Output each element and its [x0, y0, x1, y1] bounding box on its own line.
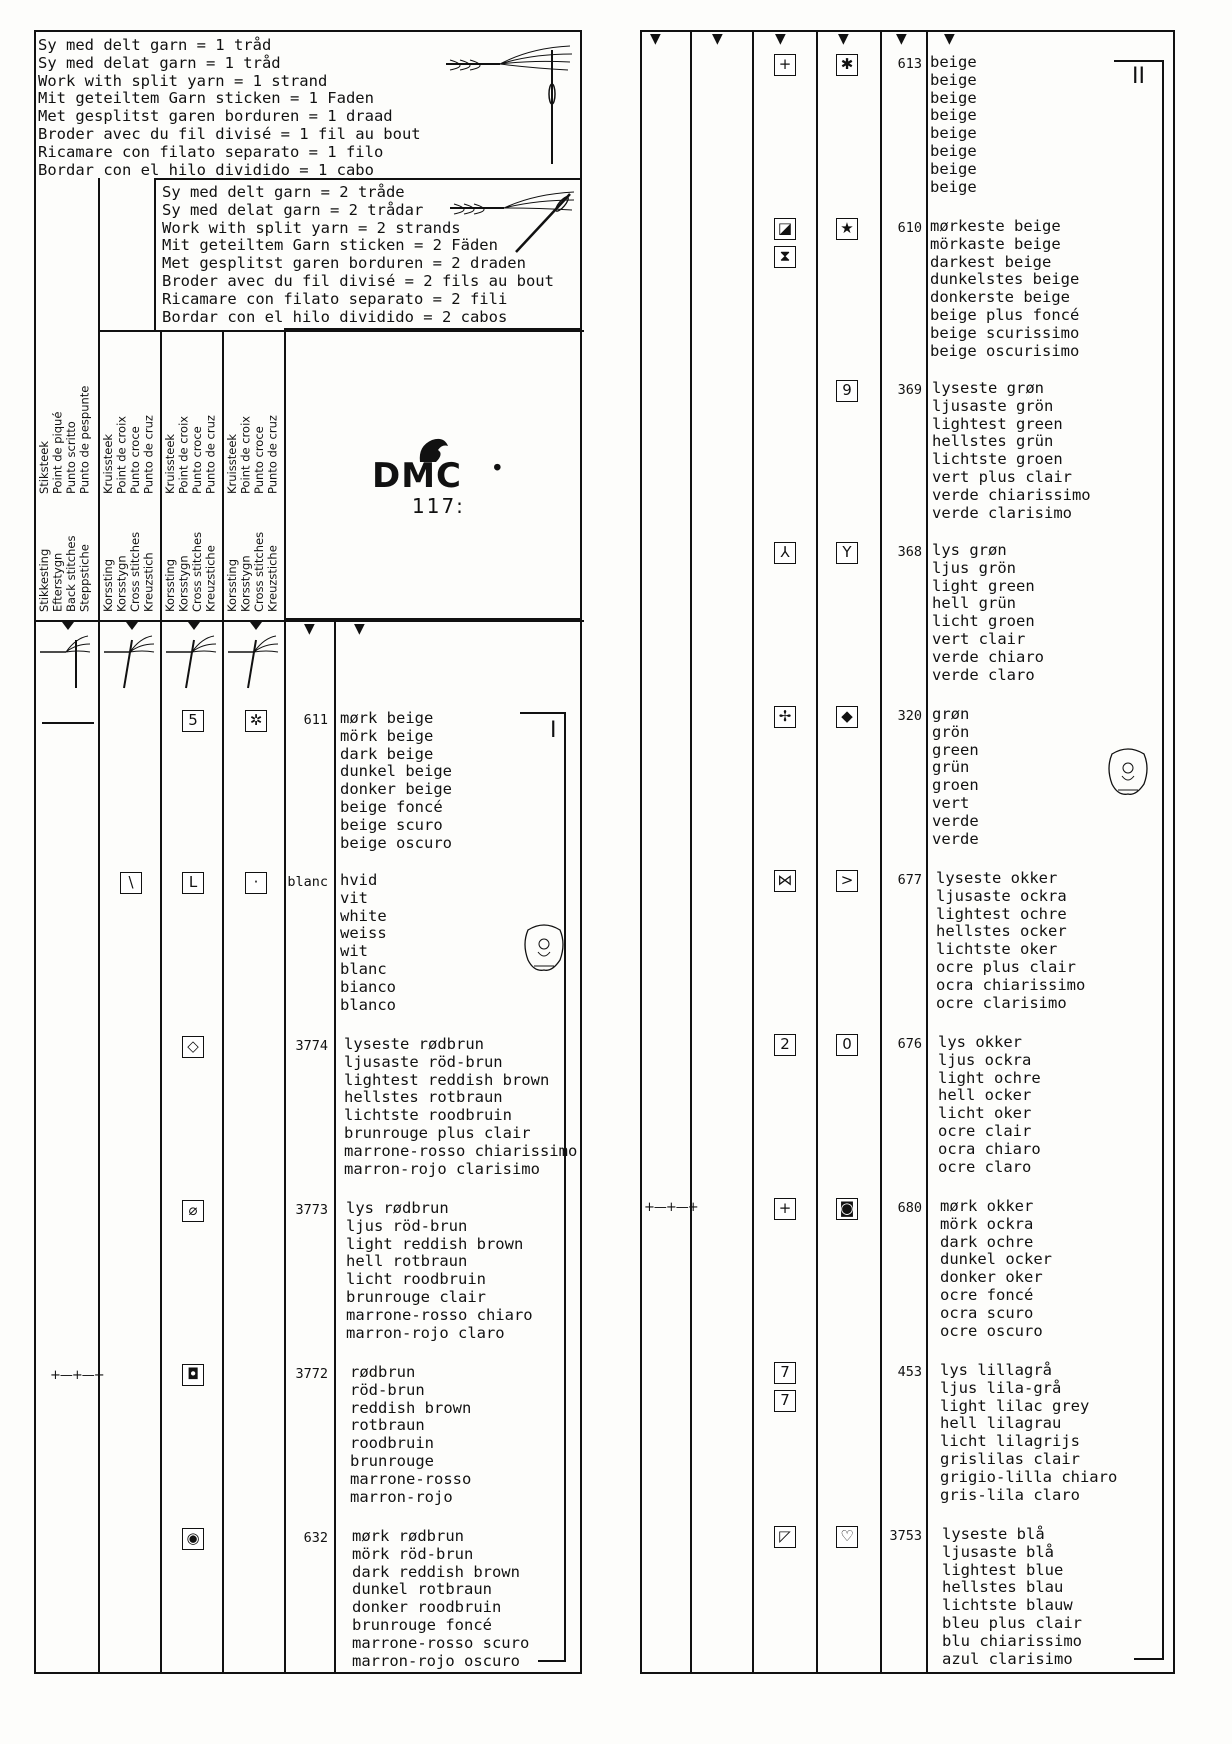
color-name: lys lillagrå — [940, 1361, 1052, 1379]
color-name: marrone-rosso chiarissimo — [344, 1141, 578, 1160]
color-name: lightest blue — [942, 1560, 1064, 1579]
color-name: light ochre — [938, 1068, 1041, 1087]
color-name: hell grün — [932, 594, 1016, 613]
color-name: beige — [930, 177, 977, 196]
color-name: ljusaste grön — [932, 396, 1054, 415]
color-name: ocra chiaro — [938, 1139, 1041, 1158]
arrow-down-icon: ▼ — [838, 31, 849, 47]
header-one-strand — [38, 37, 421, 179]
color-name: hell lilagrau — [940, 1414, 1062, 1433]
color-name: brunrouge clair — [346, 1287, 486, 1306]
header-line: Broder avec du fil divisé = 2 fils au bout — [162, 271, 554, 290]
color-name: green — [932, 740, 979, 759]
color-name: hell ocker — [938, 1086, 1032, 1105]
color-name: dark beige — [340, 744, 434, 763]
column-header-text: Point de croix — [238, 415, 253, 494]
color-name: dunkel ocker — [940, 1250, 1052, 1269]
column-header-lower — [102, 500, 156, 612]
color-names — [340, 872, 396, 1014]
color-name: licht roodbruin — [346, 1270, 486, 1289]
column-header-text: Punto de pespunte — [77, 385, 92, 494]
color-name: vert clair — [932, 629, 1026, 648]
color-name: lichtste oker — [936, 940, 1058, 959]
color-name: reddish brown — [350, 1398, 472, 1417]
mascot-illustration-icon — [1104, 744, 1152, 800]
color-name: rødbrun — [350, 1363, 416, 1381]
registered-mark: ● — [494, 460, 501, 473]
column-header-text: Punto scritto — [64, 421, 78, 494]
mascot-illustration-icon — [520, 920, 568, 976]
arrow-down-icon: ▼ — [304, 621, 315, 637]
color-name: donker roodbruin — [352, 1598, 502, 1617]
color-name: gris-lila claro — [940, 1485, 1080, 1504]
color-code: 3753 — [889, 1528, 922, 1544]
column-header-text: Punto croce — [252, 426, 266, 494]
color-name: beige — [930, 70, 977, 89]
color-code: 369 — [897, 382, 922, 398]
header-line: Sy med delat garn = 1 tråd — [38, 53, 281, 72]
color-name: ocra scuro — [940, 1303, 1034, 1322]
color-code: 611 — [303, 712, 328, 728]
color-name: mørkeste beige — [930, 217, 1061, 235]
header-line: Mit geteiltem Garn sticken = 2 Fäden — [162, 236, 498, 255]
header-line: Broder avec du fil divisé = 1 fil au bout — [38, 124, 421, 143]
color-name: dark ochre — [940, 1232, 1034, 1251]
arrow-down-icon: ▼ — [712, 31, 723, 47]
stitch-symbol: 0 — [836, 1034, 858, 1056]
color-name: ljus lila-grå — [940, 1378, 1062, 1397]
color-name: ocre oscuro — [940, 1321, 1043, 1340]
column-header-text: Punto de cruz — [141, 415, 156, 494]
color-name: beige oscurisimo — [930, 341, 1080, 360]
color-names — [346, 1200, 533, 1342]
color-name: beige foncé — [340, 797, 443, 816]
color-code: 610 — [897, 220, 922, 236]
stitch-symbol: 9 — [836, 380, 858, 402]
color-name: marron-rojo oscuro — [352, 1651, 520, 1670]
color-name: lightest reddish brown — [344, 1070, 550, 1089]
needle-two-strands-icon — [446, 188, 580, 268]
color-names — [344, 1036, 577, 1178]
color-name: ocre clarisimo — [936, 993, 1067, 1012]
color-name: rotbraun — [350, 1416, 425, 1435]
color-name: ljusaste ockra — [936, 886, 1067, 905]
stitch-symbol: \ — [120, 872, 142, 894]
color-name: grigio-lilla chiaro — [940, 1467, 1118, 1486]
color-code: blanc — [287, 874, 328, 890]
color-name: beige plus foncé — [930, 305, 1080, 324]
color-name: blu chiarissimo — [942, 1631, 1082, 1650]
color-name: light green — [932, 576, 1035, 595]
color-name: verde chiarissimo — [932, 485, 1091, 504]
color-name: lichtste roodbruin — [344, 1106, 512, 1125]
column-header-text: Steppstiche — [77, 544, 92, 612]
color-name: donker oker — [940, 1268, 1043, 1287]
stitch-symbol: ◇ — [182, 1036, 204, 1058]
section-bracket — [520, 712, 566, 1662]
color-name: groen — [932, 776, 979, 795]
stitch-symbol: ◸ — [774, 1526, 796, 1548]
stitch-symbol: ⧗ — [774, 246, 796, 268]
color-name: ljus grön — [932, 558, 1016, 577]
color-name: marrone-rosso chiaro — [346, 1305, 533, 1324]
needle-column-icon — [224, 622, 282, 692]
section-mark: II — [1132, 64, 1145, 89]
color-name: hellstes grün — [932, 432, 1054, 451]
color-name: grøn — [932, 705, 970, 723]
color-name: dunkel beige — [340, 762, 452, 781]
column-header-upper — [102, 370, 156, 494]
arrow-down-icon: ▼ — [896, 31, 907, 47]
section-mark: I — [550, 718, 557, 743]
color-name: hvid — [340, 871, 378, 889]
color-name: lyseste rødbrun — [344, 1035, 484, 1053]
dmc-number: 117: — [412, 494, 465, 518]
stitch-symbol: Y — [836, 542, 858, 564]
color-name: lys rødbrun — [346, 1199, 449, 1217]
color-name: ljus röd-brun — [346, 1216, 468, 1235]
color-name: beige — [930, 53, 977, 71]
column-header-text: Cross stitches — [128, 531, 142, 612]
color-name: vert — [932, 793, 970, 812]
color-name: brunrouge — [350, 1451, 434, 1470]
stitch-symbol: ◉ — [182, 1528, 204, 1550]
color-name: blanc — [340, 959, 387, 978]
color-name: vert plus clair — [932, 467, 1072, 486]
color-code: 3772 — [295, 1366, 328, 1382]
stitch-symbol: ★ — [836, 218, 858, 240]
column-header-text: Korssting — [225, 558, 239, 612]
color-name: marron-rojo clarisimo — [344, 1159, 540, 1178]
column-header-lower — [164, 500, 218, 612]
dmc-logo: DMC — [372, 456, 463, 496]
arrow-down-icon: ▼ — [650, 31, 661, 47]
color-name: dunkelstes beige — [930, 270, 1080, 289]
color-name: wit — [340, 942, 368, 961]
column-header-text: Cross stitches — [190, 531, 204, 612]
column-header-text: Stikkesting — [37, 548, 51, 612]
color-name: lys grøn — [932, 541, 1007, 559]
color-name: lyseste blå — [942, 1525, 1045, 1543]
color-name: beige — [930, 106, 977, 125]
stitch-symbol: > — [836, 870, 858, 892]
color-name: ljus ockra — [938, 1050, 1032, 1069]
color-name: ocre clair — [938, 1121, 1032, 1140]
column-header-upper — [38, 370, 92, 494]
back-stitch-line — [42, 722, 94, 724]
color-name: darkest beige — [930, 252, 1052, 271]
color-name: hellstes rotbraun — [344, 1088, 503, 1107]
column-header-text: Punto de cruz — [203, 415, 218, 494]
color-code: 320 — [897, 708, 922, 724]
color-name: light reddish brown — [346, 1234, 524, 1253]
color-name: licht oker — [938, 1104, 1032, 1123]
color-names — [940, 1362, 1117, 1504]
needle-one-strand-icon — [440, 44, 580, 168]
arrow-down-icon: ▼ — [354, 621, 365, 637]
color-name: dunkel rotbraun — [352, 1580, 492, 1599]
column-header-text: Korsstygn — [114, 555, 129, 612]
color-names — [940, 1198, 1052, 1340]
color-code: 677 — [897, 872, 922, 888]
color-names — [942, 1526, 1082, 1668]
column-header-text: Back stitches — [64, 535, 78, 612]
header-line: Ricamare con filato separato = 1 filo — [38, 142, 384, 161]
color-name: ocre plus clair — [936, 957, 1076, 976]
color-name: verde — [932, 811, 979, 830]
color-names — [938, 1034, 1041, 1176]
color-names — [930, 54, 977, 196]
color-name: verde — [932, 829, 979, 848]
arrow-down-icon: ▼ — [775, 31, 786, 47]
color-code: 3774 — [295, 1038, 328, 1054]
color-name: brunrouge foncé — [352, 1615, 492, 1634]
color-name: ocre claro — [938, 1157, 1032, 1176]
column-header-text: Punto croce — [128, 426, 142, 494]
color-names — [340, 710, 452, 852]
stitch-symbol: + — [774, 54, 796, 76]
color-names — [932, 706, 979, 848]
column-header-text: Point de piqué — [50, 411, 65, 494]
column-header-text: Kruissteek — [101, 433, 115, 494]
color-name: vit — [340, 888, 368, 907]
back-stitch-mark: +—+—+ — [50, 1368, 104, 1383]
column-header-text: Kreuzstich — [141, 552, 156, 612]
color-name: bianco — [340, 977, 396, 996]
column-header-upper — [164, 370, 218, 494]
column-header-text: Korsstygn — [176, 555, 191, 612]
column-header-lower — [38, 500, 92, 612]
stitch-symbol: ♡ — [836, 1526, 858, 1548]
header-line: Met gesplitst garen borduren = 2 draden — [162, 254, 526, 273]
color-code: 368 — [897, 544, 922, 560]
needle-column-icon — [100, 622, 158, 692]
stitch-symbol: L — [182, 872, 204, 894]
color-name: beige scurissimo — [930, 323, 1080, 342]
stitch-symbol: 2 — [774, 1034, 796, 1056]
color-name: beige oscuro — [340, 833, 452, 852]
stitch-symbol: + — [774, 1198, 796, 1220]
color-name: röd-brun — [350, 1380, 425, 1399]
column-header-text: Point de croix — [114, 415, 129, 494]
color-name: ljusaste röd-brun — [344, 1052, 503, 1071]
color-name: hellstes ocker — [936, 922, 1067, 941]
header-line: Sy med delt garn = 1 tråd — [38, 36, 272, 54]
column-header-text: Punto de cruz — [265, 415, 280, 494]
stitch-symbol: ⌀ — [182, 1200, 204, 1222]
stitch-symbol: ✢ — [774, 706, 796, 728]
color-name: donkerste beige — [930, 288, 1070, 307]
color-names — [930, 218, 1079, 360]
stitch-symbol: · — [245, 872, 267, 894]
color-name: beige — [930, 88, 977, 107]
color-name: lyseste okker — [936, 869, 1058, 887]
stitch-symbol: ◙ — [836, 1198, 858, 1220]
header-line: Bordar con el hilo dividido = 1 cabo — [38, 160, 374, 179]
color-name: mörk ockra — [940, 1214, 1034, 1233]
stitch-symbol: ✱ — [836, 54, 858, 76]
column-header-text: Kreuzstiche — [265, 545, 280, 612]
color-names — [936, 870, 1085, 1012]
color-name: lyseste grøn — [932, 379, 1044, 397]
color-name: beige — [930, 124, 977, 143]
column-header-text: Korsstygn — [238, 555, 253, 612]
color-name: weiss — [340, 924, 387, 943]
color-name: ocre foncé — [940, 1285, 1034, 1304]
column-header-upper — [226, 370, 280, 494]
column-header-text: Kruissteek — [225, 433, 239, 494]
header-line: Bordar con el hilo dividido = 2 cabos — [162, 307, 508, 326]
color-name: beige — [930, 159, 977, 178]
color-name: beige scuro — [340, 815, 443, 834]
color-name: mörk röd-brun — [352, 1544, 474, 1563]
column-header-text: Cross stitches — [252, 531, 266, 612]
needle-column-icon — [36, 622, 94, 692]
color-name: hell rotbraun — [346, 1252, 468, 1271]
column-header-text: Stiksteek — [37, 441, 51, 494]
color-name: bleu plus clair — [942, 1613, 1082, 1632]
header-line: Work with split yarn = 2 strands — [162, 218, 461, 237]
color-name: lightest ochre — [936, 904, 1067, 923]
color-names — [932, 542, 1044, 684]
color-code: 676 — [897, 1036, 922, 1052]
arrow-down-icon: ▼ — [944, 31, 955, 47]
column-header-text: Point de croix — [176, 415, 191, 494]
color-name: mörkaste beige — [930, 234, 1061, 253]
header-line: Met gesplitst garen borduren = 1 draad — [38, 107, 393, 126]
column-header-text: Korssting — [163, 558, 177, 612]
header-line: Sy med delat garn = 2 trådar — [162, 200, 424, 219]
color-name: blanco — [340, 995, 396, 1014]
column-header-text: Kruissteek — [163, 433, 177, 494]
color-name: marrone-rosso scuro — [352, 1633, 530, 1652]
stitch-symbol: ◘ — [182, 1364, 204, 1386]
color-name: ocra chiarissimo — [936, 975, 1086, 994]
color-name: lichtste groen — [932, 450, 1063, 469]
color-name: marron-rojo claro — [346, 1323, 505, 1342]
column-header-text: Kreuzstiche — [203, 545, 218, 612]
column-header-lower — [226, 500, 280, 612]
color-name: azul clarisimo — [942, 1649, 1073, 1668]
color-name: lichtste blauw — [942, 1596, 1073, 1615]
stitch-symbol: ⋈ — [774, 870, 796, 892]
color-name: brunrouge plus clair — [344, 1123, 531, 1142]
color-names — [932, 380, 1091, 522]
color-name: verde clarisimo — [932, 503, 1072, 522]
column-header-text: Korssting — [101, 558, 115, 612]
color-code: 453 — [897, 1364, 922, 1380]
color-name: mørk beige — [340, 709, 434, 727]
color-name: licht groen — [932, 612, 1035, 631]
color-code: 613 — [897, 56, 922, 72]
color-name: licht lilagrijs — [940, 1432, 1080, 1451]
color-name: verde claro — [932, 665, 1035, 684]
header-line: Ricamare con filato separato = 2 fili — [162, 289, 508, 308]
color-name: white — [340, 906, 387, 925]
stitch-symbol: 7 — [774, 1362, 796, 1384]
color-name: lys okker — [938, 1033, 1022, 1051]
color-name: marron-rojo — [350, 1487, 453, 1506]
color-name: mørk rødbrun — [352, 1527, 464, 1545]
header-line: Sy med delt garn = 2 tråde — [162, 183, 405, 201]
back-stitch-mark: +—+—+ — [644, 1200, 698, 1215]
color-name: grön — [932, 722, 970, 741]
column-header-text: Efterstygn — [50, 552, 65, 612]
color-name: mørk okker — [940, 1197, 1034, 1215]
color-name: grün — [932, 758, 970, 777]
stitch-symbol: ◆ — [836, 706, 858, 728]
color-name: verde chiaro — [932, 647, 1044, 666]
stitch-symbol: ◪ — [774, 218, 796, 240]
color-name: hellstes blau — [942, 1578, 1064, 1597]
color-name: beige — [930, 141, 977, 160]
color-names — [352, 1528, 529, 1670]
needle-column-icon — [162, 622, 220, 692]
color-names — [350, 1364, 471, 1506]
stitch-symbol: ⅄ — [774, 542, 796, 564]
section-bracket — [1114, 60, 1164, 1660]
color-name: light lilac grey — [940, 1396, 1090, 1415]
color-name: donker beige — [340, 780, 452, 799]
color-name: marrone-rosso — [350, 1469, 472, 1488]
color-name: roodbruin — [350, 1434, 434, 1453]
color-code: 3773 — [295, 1202, 328, 1218]
column-header-text: Punto croce — [190, 426, 204, 494]
header-line: Mit geteiltem Garn sticken = 1 Faden — [38, 89, 374, 108]
stitch-symbol: 7 — [774, 1390, 796, 1412]
color-name: ljusaste blå — [942, 1542, 1054, 1561]
stitch-symbol: 5 — [182, 710, 204, 732]
stitch-symbol: ✲ — [245, 710, 267, 732]
color-code: 680 — [897, 1200, 922, 1216]
color-name: mörk beige — [340, 726, 434, 745]
color-code: 632 — [303, 1530, 328, 1546]
color-name: lightest green — [932, 414, 1063, 433]
color-name: grislilas clair — [940, 1449, 1080, 1468]
color-name: dark reddish brown — [352, 1562, 520, 1581]
header-line: Work with split yarn = 1 strand — [38, 71, 328, 90]
